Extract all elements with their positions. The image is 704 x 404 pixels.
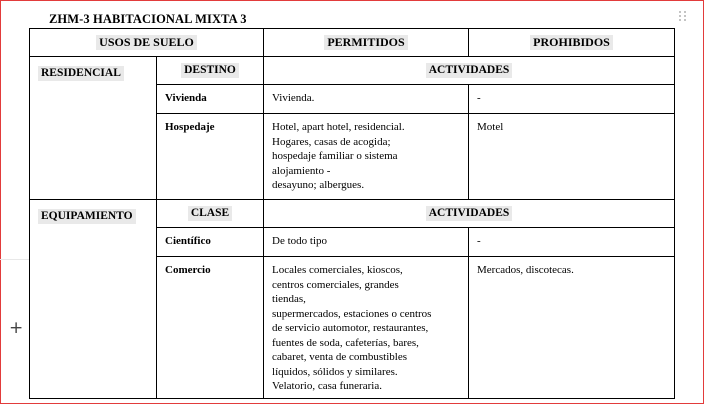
- header-permitidos: PERMITIDOS: [264, 29, 469, 57]
- equipamiento-subheader-row: [30, 200, 675, 228]
- row-label: Hospedaje: [157, 114, 264, 200]
- table-header-row: [30, 29, 675, 57]
- prohibidos-cell: Motel: [469, 114, 675, 200]
- header-usos-de-suelo: USOS DE SUELO: [30, 29, 264, 57]
- row-guide-line: [0, 259, 30, 260]
- prohibidos-cell: Mercados, discotecas.: [469, 257, 675, 399]
- permitidos-cell: De todo tipo: [264, 228, 469, 257]
- row-label: Comercio: [157, 257, 264, 399]
- category-equipamiento: EQUIPAMIENTO: [30, 200, 157, 399]
- table-drag-handle-icon[interactable]: [678, 10, 688, 24]
- category-residencial: RESIDENCIAL: [30, 57, 157, 200]
- row-label: Científico: [157, 228, 264, 257]
- land-use-table: [29, 28, 675, 399]
- add-row-plus-icon[interactable]: +: [9, 318, 24, 338]
- residencial-subheader-row: [30, 57, 675, 85]
- header-prohibidos: PROHIBIDOS: [469, 29, 675, 57]
- prohibidos-cell: -: [469, 85, 675, 114]
- prohibidos-cell: -: [469, 228, 675, 257]
- page-title: ZHM-3 HABITACIONAL MIXTA 3: [49, 12, 247, 26]
- subheader-clase: CLASE: [157, 200, 264, 228]
- subheader-actividades: ACTIVIDADES: [264, 200, 675, 228]
- permitidos-cell: Hotel, apart hotel, residencial. Hogares, casas de acogida; hospedaje familiar o sistema alojamiento - desayuno; albergues.: [264, 114, 469, 200]
- permitidos-cell: Locales comerciales, kioscos, centros comerciales, grandes tiendas, supermercados, estaciones o centros de servicio automotor, restaurantes, fuentes de soda, cafeterías, bares, cabaret, venta de combustibles líquidos, sólidos y similares. Velatorio, casa funeraria.: [264, 257, 469, 399]
- row-label: Vivienda: [157, 85, 264, 114]
- subheader-actividades: ACTIVIDADES: [264, 57, 675, 85]
- subheader-destino: DESTINO: [157, 57, 264, 85]
- permitidos-cell: Vivienda.: [264, 85, 469, 114]
